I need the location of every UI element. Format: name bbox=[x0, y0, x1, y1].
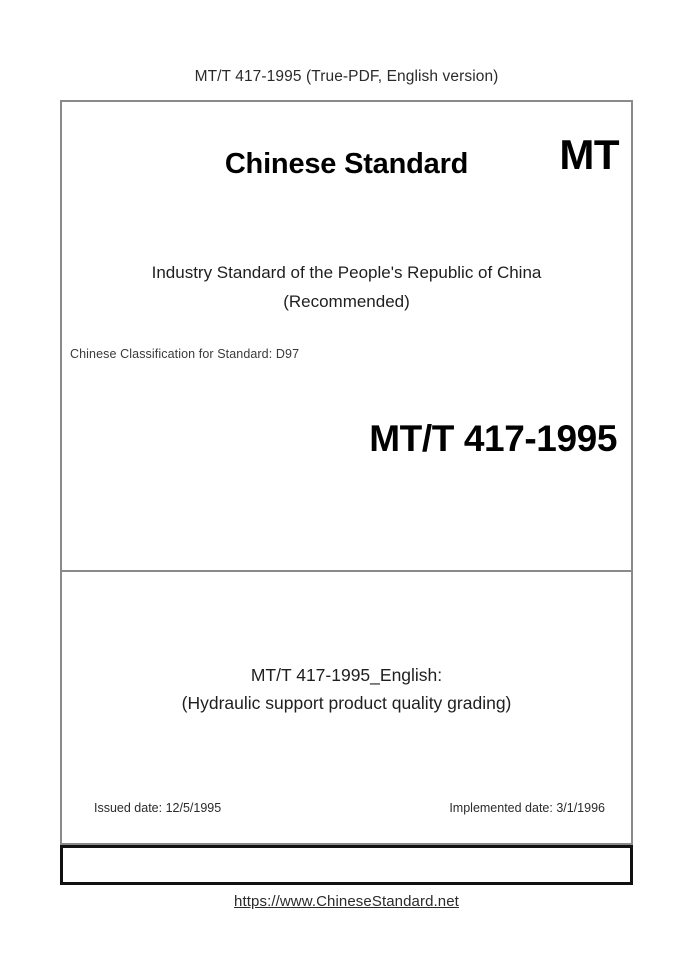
bottom-bar bbox=[60, 845, 633, 885]
website-url-link[interactable]: https://www.ChineseStandard.net bbox=[234, 893, 459, 910]
document-title-line-2: (Hydraulic support product quality grading) bbox=[181, 692, 512, 713]
standard-number: MT/T 417-1995 bbox=[369, 418, 617, 459]
cover-frame bbox=[60, 100, 633, 845]
top-caption: MT/T 417-1995 (True-PDF, English version) bbox=[194, 68, 499, 85]
agency-mark: MT bbox=[559, 131, 619, 178]
subtitle-block bbox=[62, 258, 631, 316]
classification-code: Chinese Classification for Standard: D97 bbox=[70, 347, 300, 361]
subtitle-line-1: Industry Standard of the People's Republic of China bbox=[151, 263, 542, 282]
document-title-line-1: MT/T 417-1995_English: bbox=[250, 665, 443, 685]
standard-word-heading: Chinese Standard bbox=[224, 148, 469, 180]
subtitle-line-2: (Recommended) bbox=[283, 292, 410, 312]
footer-url bbox=[0, 893, 693, 911]
date-row bbox=[62, 801, 631, 819]
implemented-date: Implemented date: 3/1/1996 bbox=[449, 801, 605, 815]
document-title bbox=[62, 662, 631, 717]
cover-lower-section bbox=[62, 572, 631, 843]
issued-date: Issued date: 12/5/1995 bbox=[94, 801, 222, 815]
cover-upper-section bbox=[62, 102, 631, 572]
cover-header-row bbox=[62, 131, 631, 200]
